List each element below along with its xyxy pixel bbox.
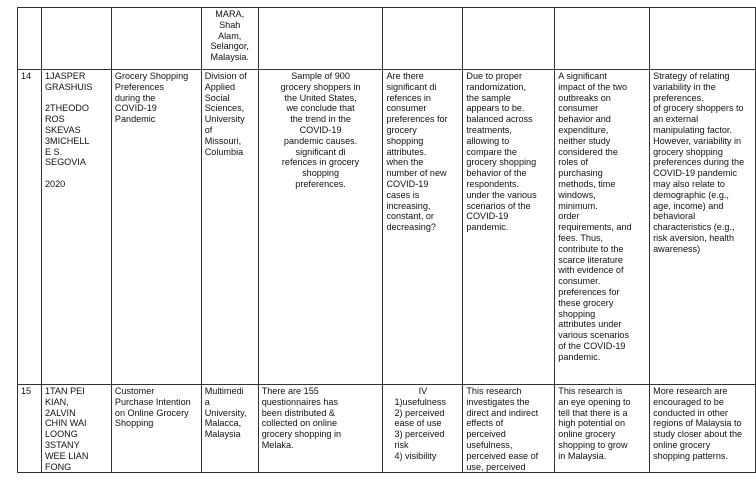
cell-findings bbox=[555, 8, 650, 70]
cell-sample: Sample of 900 grocery shoppers in the United States, we conclude that the trend in the COVID-19 pandemic causes. significant di refences in grocery shopping preferences. bbox=[258, 70, 383, 385]
cell-authors: 1JASPER GRASHUIS 2THEODO ROS SKEVAS 3MICHELL E S. SEGOVIA 2020 bbox=[41, 70, 111, 385]
literature-review-table bbox=[17, 7, 756, 473]
cell-authors: 1TAN PEI KIAN, 2ALVIN CHIN WAI LOONG 3STANY WEE LIAN FONG bbox=[41, 385, 111, 473]
cell-recommendation: More research are encouraged to be conducted in other regions of Malaysia to study closer about the online grocery shopping patterns. bbox=[650, 385, 756, 473]
question-heading: IV bbox=[418, 386, 428, 396]
cell-recommendation: Strategy of relating variability in the preferences. of grocery shoppers to an external manipulating factor. However, variability in grocery shopping preferences during the COVID-19 pandemic may also relate to demographic (e.g., age, income) and behavioral characteristics (e.g., risk aversion, health awareness) bbox=[650, 70, 756, 385]
cell-findings: A significant impact of the two outbreaks on consumer behavior and expenditure, neither study considered the roles of purchasing methods, time windows, minimum. order requirements, and fees. Thus, contribute to the scarce literature with evidence of consumer. preferences for these grocery shopping attributes under various scenarios of the COVID-19 pandemic. bbox=[555, 70, 650, 385]
cell-affiliation: Multimedi a University, Malacca, Malaysia bbox=[201, 385, 258, 473]
table-row bbox=[18, 70, 756, 385]
cell-title bbox=[111, 8, 201, 70]
cell-question: Are there significant di refences in consumer preferences for grocery shopping attributes. when the number of new COVID-19 cases is increasing, constant, or decreasing? bbox=[383, 70, 463, 385]
table-row bbox=[18, 385, 756, 473]
table-row bbox=[18, 8, 756, 70]
cell-findings: This research is an eye opening to tell that there is a high potential on online grocery shopping to grow in Malaysia. bbox=[555, 385, 650, 473]
cell-method: This research investigates the direct and indirect effects of perceived usefulness, perceived ease of use, perceived bbox=[463, 385, 555, 473]
cell-method bbox=[463, 8, 555, 70]
cell-sample bbox=[258, 8, 383, 70]
cell-affiliation: Division of Applied Social Sciences, University of Missouri, Columbia bbox=[201, 70, 258, 385]
cell-no: 14 bbox=[18, 70, 42, 385]
cell-question bbox=[383, 8, 463, 70]
cell-no bbox=[18, 8, 42, 70]
cell-sample: There are 155 questionnaires has been distributed & collected on online grocery shopping in Melaka. bbox=[258, 385, 383, 473]
cell-affiliation: MARA, Shah Alam, Selangor, Malaysia. bbox=[201, 8, 258, 70]
cell-authors bbox=[41, 8, 111, 70]
cell-title: Customer Purchase Intention on Online Grocery Shopping bbox=[111, 385, 201, 473]
cell-title: Grocery Shopping Preferences during the COVID-19 Pandemic bbox=[111, 70, 201, 385]
cell-no: 15 bbox=[18, 385, 42, 473]
cell-question bbox=[383, 385, 463, 473]
cell-method: Due to proper randomization, the sample appears to be. balanced across treatments, allowing to compare the grocery shopping behavior of the respondents. under the various scenarios of the COVID-19 pandemic. bbox=[463, 70, 555, 385]
question-list: 1)usefulness 2) perceived ease of use 3) perceived risk 4) visibility bbox=[394, 396, 446, 461]
cell-recommendation bbox=[650, 8, 756, 70]
